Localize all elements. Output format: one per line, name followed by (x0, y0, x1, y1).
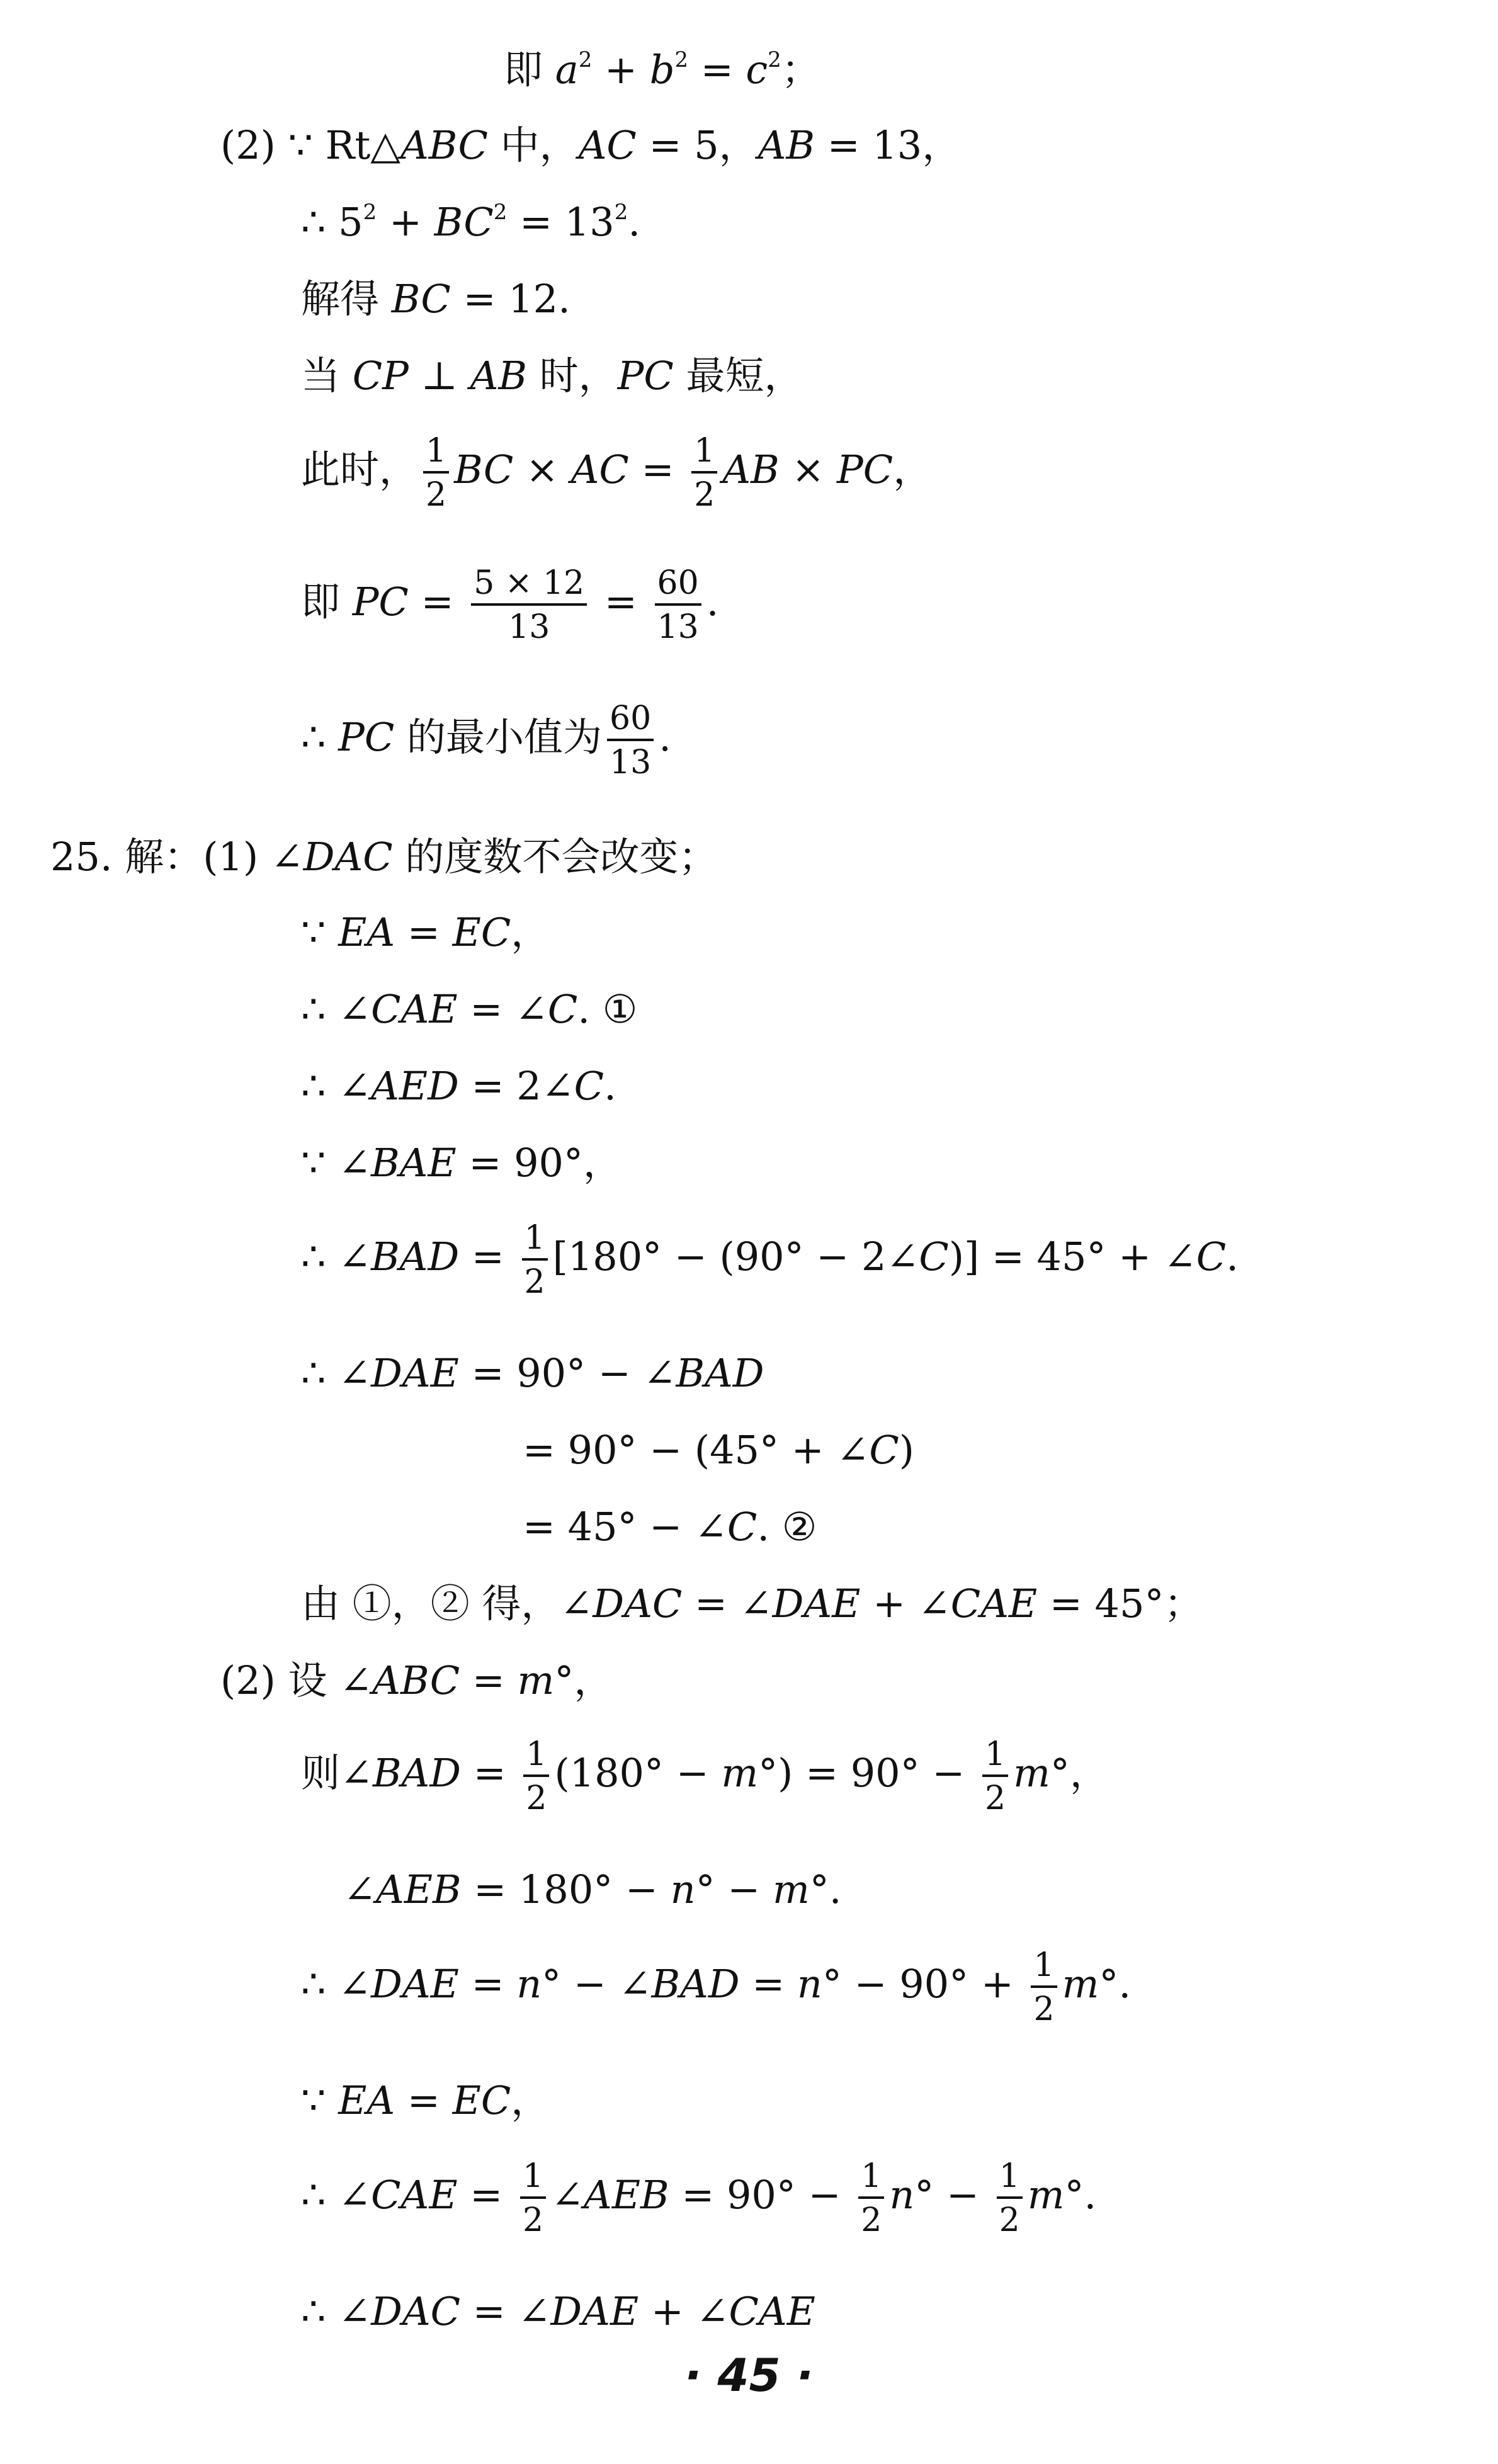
math-line-1: 即 $a^2 + b^2 = c^2$； (504, 47, 820, 93)
math-line-15: ∴ ∠DAE = 90° − ∠BAD (301, 1350, 764, 1396)
math-line-18: 由 ①，② 得，∠DAC = ∠DAE + ∠CAE = 45°； (301, 1581, 1203, 1627)
math-line-11: ∴ ∠CAE = ∠C. ① (301, 986, 638, 1032)
math-line-12: ∴ ∠AED = 2∠C. (301, 1063, 616, 1109)
page-number-value: 45 (717, 2349, 781, 2402)
math-line-20: 则∠BAD = $\frac{1}{2}$ (180° − m°) = 90° − $\frac{1}{2}$ m°， (301, 1735, 1109, 1817)
math-line-7: 即 PC = $\frac{5 \times 12}{13}$ = $\frac{60}{13}$ . (301, 564, 719, 646)
math-line-2: (2) ∵ Rt△ABC 中，AC = 5，AB = 13， (220, 122, 962, 168)
math-line-24: ∴ ∠CAE = $\frac{1}{2}$ ∠AEB = 90° − $\frac{1}{2}$ n° − $\frac{1}{2}$ m°. (301, 2157, 1097, 2239)
math-line-5: 当 CP ⊥ AB 时，PC 最短， (301, 353, 803, 399)
math-line-9: 25. 解：(1) ∠DAC 的度数不会改变； (50, 834, 718, 880)
math-line-10: ∵ EA = EC， (301, 909, 550, 955)
math-line-21: ∠AEB = 180° − n° − m°. (343, 1866, 842, 1912)
math-line-16: = 90° − (45° + ∠C) (523, 1427, 914, 1473)
math-line-17: = 45° − ∠C. ② (523, 1504, 817, 1550)
math-line-3: ∴ $5^2 + BC^2 = 13^2$. (301, 199, 641, 245)
math-line-14: ∴ ∠BAD = $\frac{1}{2}$ [180° − (90° − 2∠C)] = 45° + ∠C. (301, 1219, 1239, 1301)
math-line-25: ∴ ∠DAC = ∠DAE + ∠CAE (301, 2288, 815, 2334)
math-line-8: ∴ PC 的最小值为 $\frac{60}{13}$ . (301, 700, 671, 781)
page-number: · 45 · (684, 2349, 814, 2402)
math-line-4: 解得 BC = 12. (301, 276, 570, 322)
math-line-23: ∵ EA = EC， (301, 2077, 550, 2123)
math-line-13: ∵ ∠BAE = 90°， (301, 1140, 622, 1186)
math-line-6: 此时， $\frac{1}{2}$ BC × AC = $\frac{1}{2}$ AB × PC， (301, 432, 933, 514)
math-line-22: ∴ ∠DAE = n° − ∠BAD = n° − 90° + $\frac{1}{2}$ m°. (301, 1946, 1132, 2028)
math-line-19: (2) 设 ∠ABC = m°， (220, 1657, 613, 1703)
